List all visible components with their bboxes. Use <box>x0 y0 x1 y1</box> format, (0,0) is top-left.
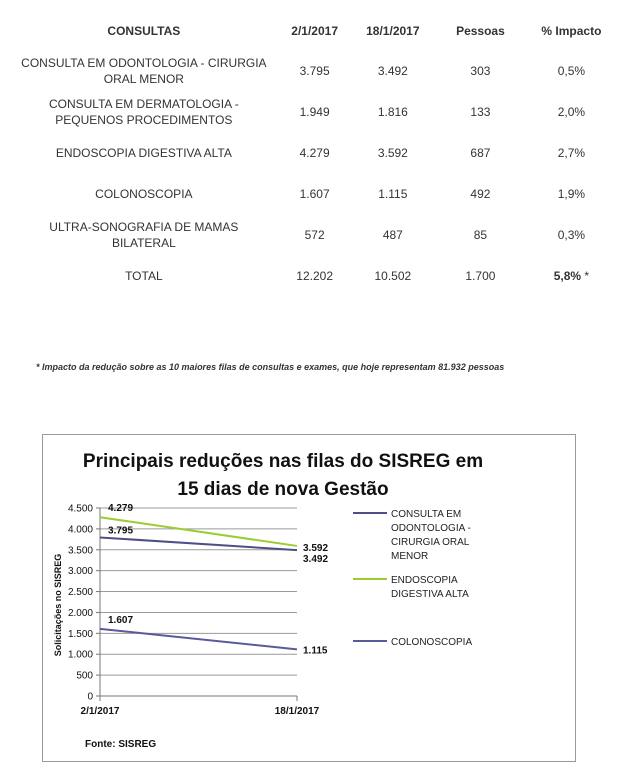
consultas-table <box>8 12 618 296</box>
table-header-row <box>8 12 618 50</box>
row-date2: 1.816 <box>377 104 408 119</box>
row-impacto: 2,0% <box>557 104 586 119</box>
table-row <box>8 173 618 214</box>
row-date2: 3.592 <box>377 145 408 160</box>
header-pessoas: Pessoas <box>456 24 505 38</box>
row-date1: 4.279 <box>299 145 330 160</box>
chart-ticks <box>68 504 320 718</box>
row-name <box>8 50 280 91</box>
series-line <box>100 629 297 650</box>
data-label: 1.607 <box>108 614 134 626</box>
row-name-line1: CONSULTA EM ODONTOLOGIA - CIRURGIA <box>21 55 267 70</box>
row-name-line2: BILATERAL <box>111 235 176 250</box>
total-impacto <box>525 255 618 296</box>
legend-label: CIRURGIA ORAL <box>391 537 470 548</box>
row-name-line1: CONSULTA EM DERMATOLOGIA - <box>48 96 239 111</box>
y-tick-label: 4.000 <box>67 524 93 536</box>
total-impacto-value: 5,8% <box>553 268 582 283</box>
row-name <box>8 91 280 132</box>
y-tick-label: 1.000 <box>67 649 93 661</box>
data-label: 3.795 <box>108 525 134 537</box>
legend-label: ODONTOLOGIA - <box>391 523 471 534</box>
header-consultas: CONSULTAS <box>107 24 181 38</box>
header-impacto: % Impacto <box>541 24 602 38</box>
row-pessoas: 133 <box>470 104 491 119</box>
total-label: TOTAL <box>125 268 163 283</box>
row-date2: 3.492 <box>377 63 408 78</box>
x-tick-label: 18/1/2017 <box>274 706 320 717</box>
header-date-1: 2/1/2017 <box>291 24 338 38</box>
y-tick-label: 2.000 <box>67 607 93 619</box>
row-name-line2: ORAL MENOR <box>103 71 184 86</box>
y-tick-label: 1.500 <box>67 628 93 640</box>
y-tick-label: 0 <box>87 691 93 703</box>
y-tick-label: 2.500 <box>67 587 93 599</box>
row-name: ENDOSCOPIA DIGESTIVA ALTA <box>55 145 232 160</box>
row-name: COLONOSCOPIA <box>95 186 193 201</box>
chart-legend <box>353 509 472 648</box>
table-row <box>8 132 618 173</box>
row-pessoas: 687 <box>470 145 491 160</box>
legend-label: CONSULTA EM <box>391 509 462 520</box>
table-total-row <box>8 255 618 296</box>
series-line <box>100 537 297 550</box>
legend-label: COLONOSCOPIA <box>391 637 473 648</box>
y-tick-label: 3.500 <box>67 545 93 557</box>
row-date1: 1.607 <box>299 186 330 201</box>
y-tick-label: 3.000 <box>67 566 93 578</box>
row-impacto: 0,3% <box>557 227 586 242</box>
row-name <box>8 214 280 255</box>
legend-label: MENOR <box>391 551 429 562</box>
y-tick-label: 4.500 <box>67 503 93 515</box>
row-date1: 3.795 <box>299 63 330 78</box>
data-label: 1.115 <box>303 645 328 657</box>
row-pessoas: 303 <box>470 63 491 78</box>
row-name-line2: PEQUENOS PROCEDIMENTOS <box>55 112 233 127</box>
total-date2: 10.502 <box>374 268 412 283</box>
data-label: 3.492 <box>303 554 329 566</box>
x-tick-label: 2/1/2017 <box>80 706 120 717</box>
row-pessoas: 85 <box>473 227 488 242</box>
chart-lines <box>100 517 297 649</box>
y-tick-label: 500 <box>76 670 93 682</box>
row-impacto: 2,7% <box>557 145 586 160</box>
row-date2: 1.115 <box>378 186 408 201</box>
chart-box <box>42 434 576 762</box>
chart-title-line1: Principais reduções nas filas do SISREG em <box>82 451 484 472</box>
header-date-2: 18/1/2017 <box>366 24 420 38</box>
table-row <box>8 214 618 255</box>
total-impacto-asterisk: * <box>581 268 590 283</box>
line-chart <box>43 435 575 761</box>
row-pessoas: 492 <box>470 186 491 201</box>
total-date1: 12.202 <box>296 268 333 283</box>
row-date1: 1.949 <box>299 104 330 119</box>
chart-ylabel: Solicitações no SISREG <box>53 553 63 657</box>
chart-title-line2: 15 dias de nova Gestão <box>177 479 389 500</box>
table-row <box>8 91 618 132</box>
footnote: * Impacto da redução sobre as 10 maiores filas de consultas e exames, que hoje representam 81.932 pessoas <box>36 362 505 372</box>
legend-label: DIGESTIVA ALTA <box>391 589 469 600</box>
row-date1: 572 <box>304 227 325 242</box>
data-label: 4.279 <box>108 503 134 515</box>
table-row <box>8 50 618 91</box>
row-impacto: 0,5% <box>557 63 586 78</box>
legend-label: ENDOSCOPIA <box>391 575 458 586</box>
row-name-line1: ULTRA-SONOGRAFIA DE MAMAS <box>49 219 239 234</box>
total-pessoas: 1.700 <box>465 268 496 283</box>
data-label: 3.592 <box>303 542 329 554</box>
row-date2: 487 <box>382 227 403 242</box>
chart-source: Fonte: SISREG <box>85 739 157 750</box>
row-impacto: 1,9% <box>557 186 586 201</box>
